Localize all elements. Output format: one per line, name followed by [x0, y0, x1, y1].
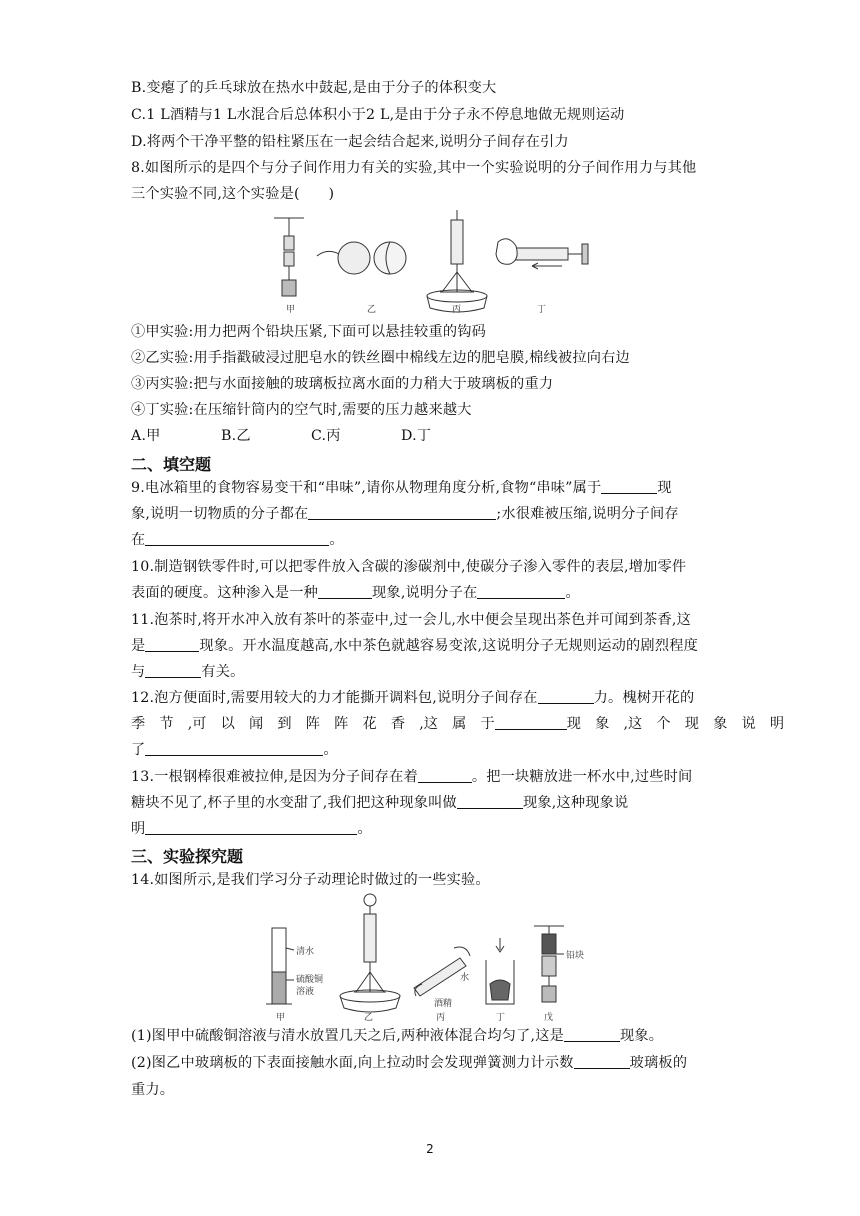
q10-text-b: 表面的硬度。这种渗入是一种: [131, 585, 319, 601]
q8-fig-label-jia: 甲: [286, 305, 296, 315]
q9-blank-1: [601, 479, 657, 494]
q8-fig-label-bing: 丙: [452, 305, 462, 315]
q12-text-e: 了: [131, 742, 146, 758]
q8-stem-line1: 8.如图所示的是四个与分子间作用力有关的实验,其中一个实验说明的分子间作用力与其他: [131, 160, 697, 176]
q8-fig-jia: [274, 218, 304, 296]
q10-blank-2: [477, 584, 565, 599]
q14-p2-text-a: (2)图乙中玻璃板的下表面接触水面,向上拉动时会发现弹簧测力计示数: [131, 1055, 574, 1071]
q9-text-d: ;水很难被压缩,说明分子间存: [496, 506, 679, 522]
q8-option-d: D.丁: [401, 428, 432, 444]
q11-text-d: 与: [131, 664, 146, 680]
q12-line1: [131, 688, 694, 708]
q9-line2: [131, 504, 679, 524]
q9-text-f: 。: [329, 532, 344, 548]
q8-fig-label-ding: 丁: [537, 305, 547, 315]
q9-blank-3: [145, 531, 329, 546]
q14-label-cuso4-1: 硫酸铜: [296, 975, 324, 985]
q14-fig-jia: [266, 928, 294, 1004]
q10-line1: 10.制造钢铁零件时,可以把零件放入含碳的渗碳剂中,使碳分子渗入零件的表层,增加零件: [131, 559, 687, 575]
q12-text-c: 季 节 ,可 以 闻 到 阵 阵 花 香 ,这 属 于: [131, 716, 495, 732]
q10-line2: [131, 583, 580, 603]
q9-line1: [131, 478, 672, 498]
q14-label-lead: 铅块: [566, 951, 585, 961]
q14-part2-line2: 重力。: [131, 1082, 175, 1098]
q14-label-cuso4-2: 溶液: [296, 987, 315, 997]
q14-figure: [264, 888, 596, 1024]
q13-text-b: 。把一块糖放进一杯水中,过些时间: [471, 769, 693, 785]
q8-item-2: ②乙实验:用手指戳破浸过肥皂水的铁丝圈中棉线左边的肥皂膜,棉线被拉向右边: [131, 350, 630, 366]
q9-blank-2: [308, 505, 496, 520]
q14-p1-text-a: (1)图甲中硫酸铜溶液与清水放置几天之后,两种液体混合均匀了,这是: [131, 1028, 564, 1044]
q12-blank-1: [538, 689, 594, 704]
q14-fig-label-bing: 丙: [436, 1013, 446, 1023]
page-number: 2: [426, 1142, 434, 1156]
q13-text-f: 。: [357, 821, 372, 837]
q9-text-a: 9.电冰箱里的食物容易变干和“串味”,请你从物理角度分析,食物“串味”属于: [131, 480, 602, 496]
q8-item-3: ③丙实验:把与水面接触的玻璃板拉离水面的力稍大于玻璃板的重力: [131, 376, 554, 392]
q9-text-c: 象,说明一切物质的分子都在: [131, 506, 309, 522]
q14-blank-1: [564, 1027, 620, 1042]
q11-line3: [131, 662, 245, 682]
q13-line2: [131, 793, 628, 813]
q14-p2-text-b: 玻璃板的: [629, 1055, 688, 1071]
q12-text-d: 现 象 ,这 个 现 象 说 明: [566, 716, 785, 732]
q14-p1-text-b: 现象。: [619, 1028, 664, 1044]
q13-blank-1: [418, 768, 472, 783]
q14-part1: [131, 1026, 663, 1046]
q12-line3: [131, 740, 338, 760]
q12-blank-2: [495, 715, 567, 730]
q13-text-a: 13.一根钢棒很难被拉伸,是因为分子间存在着: [131, 769, 418, 785]
q13-text-c: 糖块不见了,杯子里的水变甜了,我们把这种现象叫做: [131, 795, 457, 811]
q8-fig-label-yi: 乙: [367, 305, 377, 315]
q8-fig-ding: [496, 239, 588, 269]
q11-line2: [131, 636, 698, 656]
q13-text-d: 现象,这种现象说: [522, 795, 629, 811]
q10-text-c: 现象,说明分子在: [372, 585, 478, 601]
q13-blank-3: [145, 820, 357, 835]
section-heading-experiment: 三、实验探究题: [131, 847, 244, 866]
q11-blank-1: [145, 637, 199, 652]
q9-line3: [131, 530, 344, 550]
q8-item-1: ①甲实验:用力把两个铅块压紧,下面可以悬挂较重的钩码: [131, 324, 486, 340]
q8-stem-line2: 三个实验不同,这个实验是( ): [131, 186, 335, 202]
q8-option-c: C.丙: [311, 428, 341, 444]
q14-label-alcohol: 酒精: [434, 999, 453, 1009]
q14-blank-2: [574, 1054, 630, 1069]
q11-text-b: 是: [131, 638, 146, 654]
q8-option-b: B.乙: [221, 428, 251, 444]
q12-text-a: 12.泡方便面时,需要用较大的力才能撕开调料包,说明分子间存在: [131, 690, 538, 706]
q8-options: [131, 426, 431, 446]
q13-text-e: 明: [131, 821, 146, 837]
q9-text-e: 在: [131, 532, 146, 548]
q14-part2-line1: [131, 1053, 687, 1073]
q8-fig-yi: [317, 242, 406, 274]
q14-label-water: 水: [460, 973, 470, 983]
q14-fig-wu: [534, 926, 564, 1002]
q12-blank-3: [145, 741, 323, 756]
q12-line2: [131, 714, 784, 734]
q10-text-d: 。: [565, 585, 580, 601]
q14-fig-label-wu: 戊: [544, 1013, 554, 1023]
q14-fig-label-jia: 甲: [276, 1013, 286, 1023]
q14-fig-label-ding: 丁: [496, 1013, 506, 1023]
q7-option-d: D.将两个干净平整的铅柱紧压在一起会结合起来,说明分子间存在引力: [131, 134, 569, 150]
q14-label-clear-water: 清水: [296, 947, 315, 957]
q13-line1: [131, 767, 692, 787]
q14-fig-yi: [340, 894, 400, 1012]
q14-fig-label-yi: 乙: [364, 1013, 374, 1023]
q7-option-b: B.变瘪了的乒乓球放在热水中鼓起,是由于分子的体积变大: [131, 80, 497, 96]
q11-blank-2: [145, 663, 201, 678]
q7-option-c: C.1 L酒精与1 L水混合后总体积小于2 L,是由于分子永不停息地做无规则运动: [131, 107, 625, 123]
q8-fig-bing: [427, 210, 487, 312]
q14-stem: 14.如图所示,是我们学习分子动理论时做过的一些实验。: [131, 872, 490, 888]
q11-text-c: 现象。开水温度越高,水中茶色就越容易变浓,这说明分子无规则运动的剧烈程度: [199, 638, 698, 654]
q14-fig-bing: [414, 947, 470, 996]
q13-line3: [131, 819, 372, 839]
q10-blank-1: [318, 584, 372, 599]
q8-figure: [262, 208, 602, 320]
q9-text-b: 现: [657, 480, 672, 496]
q8-option-a: A.甲: [131, 428, 161, 444]
section-heading-fill-blank: 二、填空题: [131, 455, 212, 474]
q12-text-f: 。: [323, 742, 338, 758]
q11-line1: 11.泡茶时,将开水冲入放有茶叶的茶壶中,过一会儿,水中便会呈现出茶色并可闻到茶香,这: [131, 612, 691, 628]
q13-blank-2: [457, 794, 523, 809]
q8-item-4: ④丁实验:在压缩针筒内的空气时,需要的压力越来越大: [131, 402, 472, 418]
q14-fig-ding: [486, 938, 514, 1004]
q12-text-b: 力。槐树开花的: [593, 690, 695, 706]
q11-text-e: 有关。: [201, 664, 245, 680]
